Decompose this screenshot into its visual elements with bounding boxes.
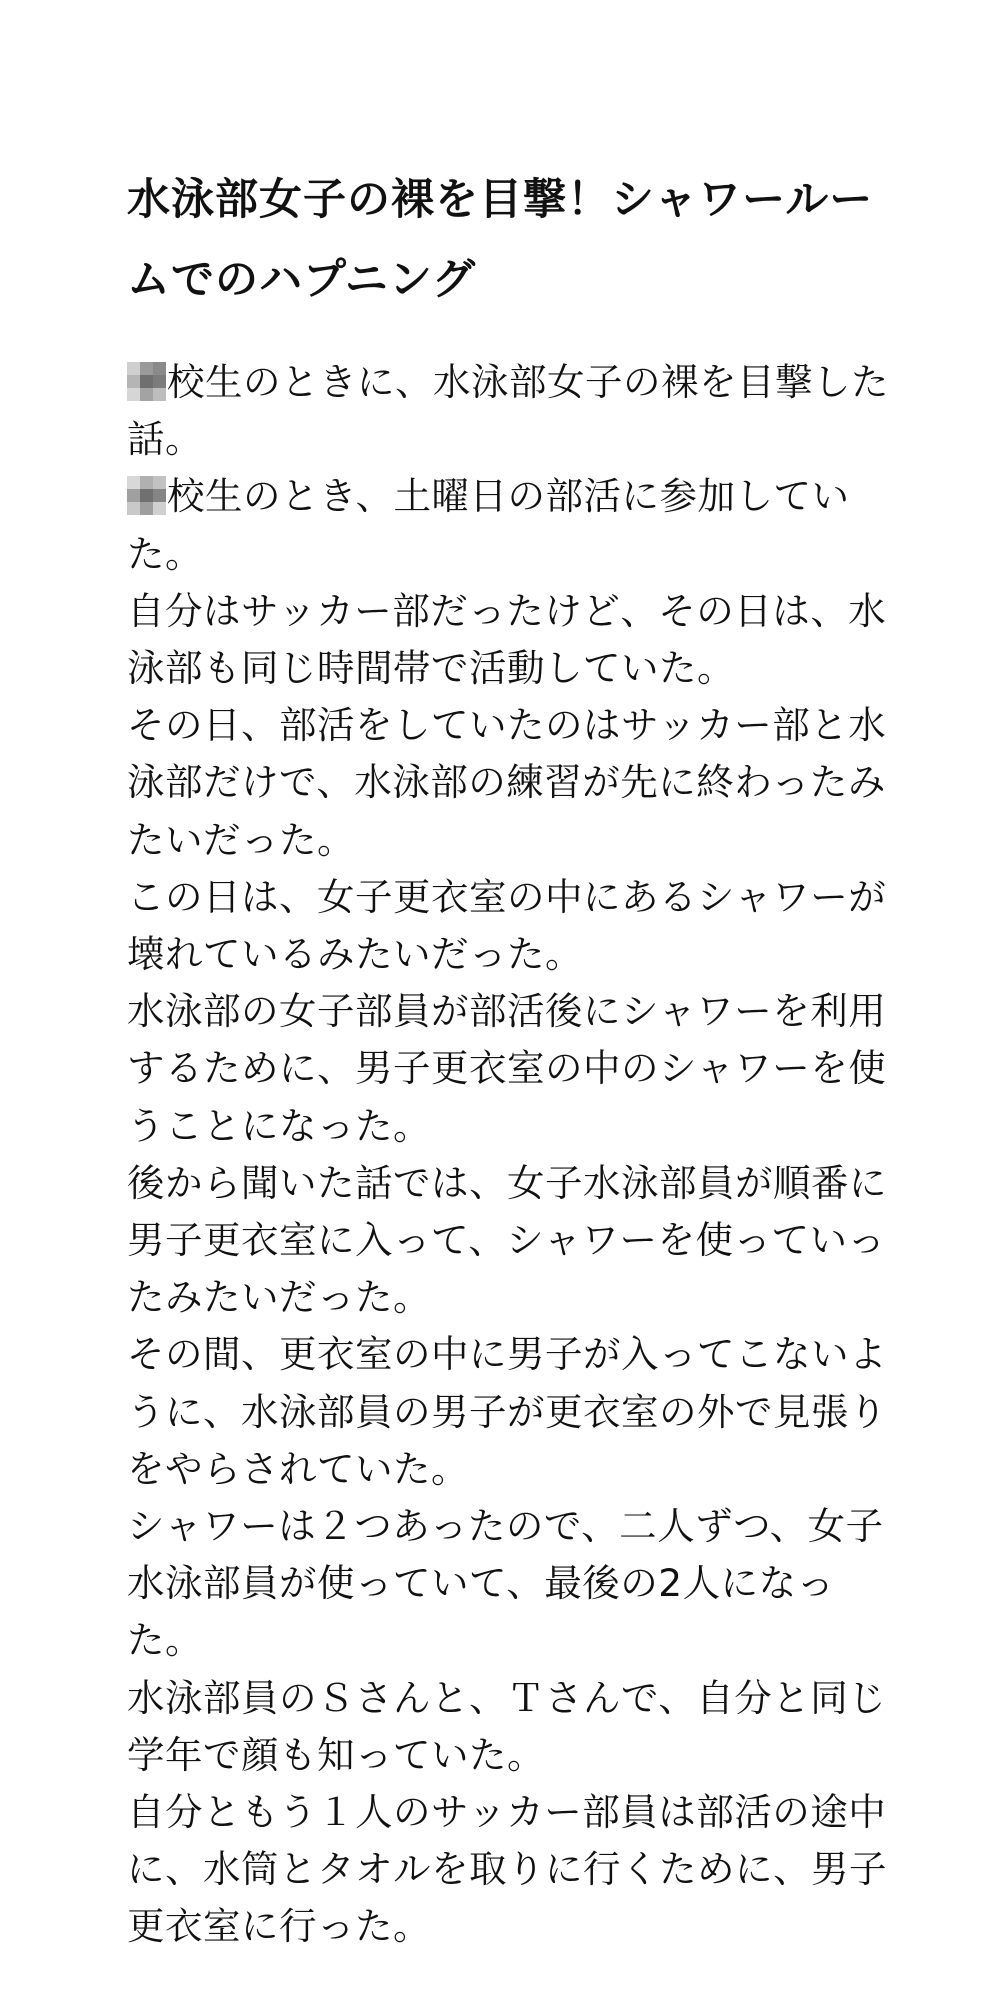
paragraph-9: シャワーは２つあったので、二人ずつ、女子水泳部員が使っていて、最後の2人になった。 — [127, 1504, 884, 1663]
paragraph-10: 水泳部員のＳさんと、Ｔさんで、自分と同じ学年で顔も知っていた。 — [127, 1675, 887, 1777]
paragraph-7: 後から聞いた話では、女子水泳部員が順番に男子更衣室に入って、シャワーを使っていったみたいだった。 — [127, 1160, 887, 1320]
paragraph-8: その間、更衣室の中に男子が入ってこないように、水泳部員の男子が更衣室の外で見張りをやらされていた。 — [127, 1332, 887, 1491]
paragraph-1 — [127, 354, 897, 468]
paragraph-5: この日は、女子更衣室の中にあるシャワーが壊れているみたいだった。 — [127, 874, 887, 977]
paragraph-11: 自分ともう１人のサッカー部員は部活の途中に、水筒とタオルを取りに行くために、男子更衣室に行った。 — [127, 1790, 887, 1949]
article-body — [127, 354, 897, 1956]
paragraph-text: 校生のとき、土曜日の部活に参加していた。 — [127, 474, 850, 576]
paragraph-3: 自分はサッカー部だったけど、その日は、水泳部も同じ時間帯で活動していた。 — [127, 588, 887, 691]
paragraph-2 — [127, 468, 897, 582]
paragraph-4: その日、部活をしていたのはサッカー部と水泳部だけで、水泳部の練習が先に終わったみたいだった。 — [127, 703, 887, 862]
paragraph-text: 校生のときに、水泳部女子の裸を目撃した話。 — [127, 360, 889, 462]
article-title: 水泳部女子の裸を目撃！シャワールームでのハプニング — [127, 175, 874, 305]
mosaic-censor-icon — [127, 476, 165, 514]
mosaic-censor-icon — [127, 362, 165, 400]
paragraph-6: 水泳部の女子部員が部活後にシャワーを利用するために、男子更衣室の中のシャワーを使うことになった。 — [127, 989, 887, 1148]
